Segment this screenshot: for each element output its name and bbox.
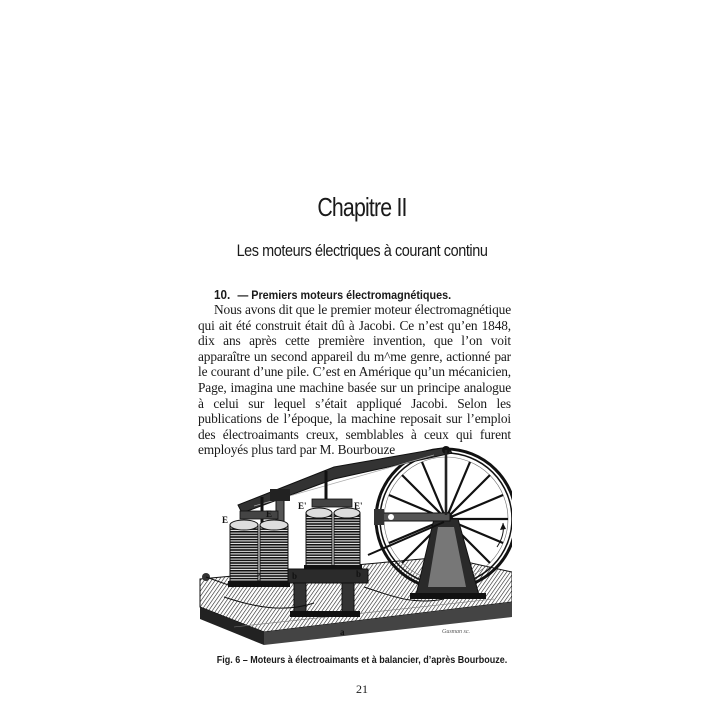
figure-caption: Fig. 6 – Moteurs à électroaimants et à balancier, d’après Bourbouze.	[216, 655, 508, 666]
label-e-left: E	[222, 515, 229, 525]
motor-engraving	[194, 427, 512, 647]
section-number: 10.	[214, 287, 231, 302]
label-e-prime-left: E'	[298, 501, 307, 511]
section-heading-text: — Premiers moteurs électromagnétiques.	[237, 288, 452, 302]
engraving-figure	[194, 427, 512, 647]
label-a: a	[340, 627, 345, 637]
chapter-subtitle: Les moteurs électriques à courant continu	[236, 241, 488, 260]
label-b-left: b	[292, 571, 298, 581]
label-b-right: b	[356, 569, 362, 579]
label-e-mid: E	[266, 509, 273, 519]
section-heading	[214, 287, 451, 302]
page-number: 21	[356, 682, 368, 696]
chapter-title: Chapitre II	[317, 192, 407, 222]
label-e-prime-right: E'	[354, 501, 363, 511]
engraver-signature: Gusman sc.	[442, 629, 470, 635]
body-paragraph: Nous avons dit que le premier moteur électromagnétique qui ait été construit était dû à Jacobi. Ce n’est qu’en 1848, dix ans après cette première invention, que l’on voit apparaître un second appareil du m^me genre, actionné par le courant d’une pile. C’est en Amérique qu’un mécanicien, Page, imagina une machine basée sur un principe analogue à celui sur lequel s’était appliqué Jacobi. Selon les publications de l’époque, la machine reposait sur l’emploi des électroaimants creux, semblables à ceux qui furent employés plus tard par M. Bourbouze	[198, 302, 511, 458]
